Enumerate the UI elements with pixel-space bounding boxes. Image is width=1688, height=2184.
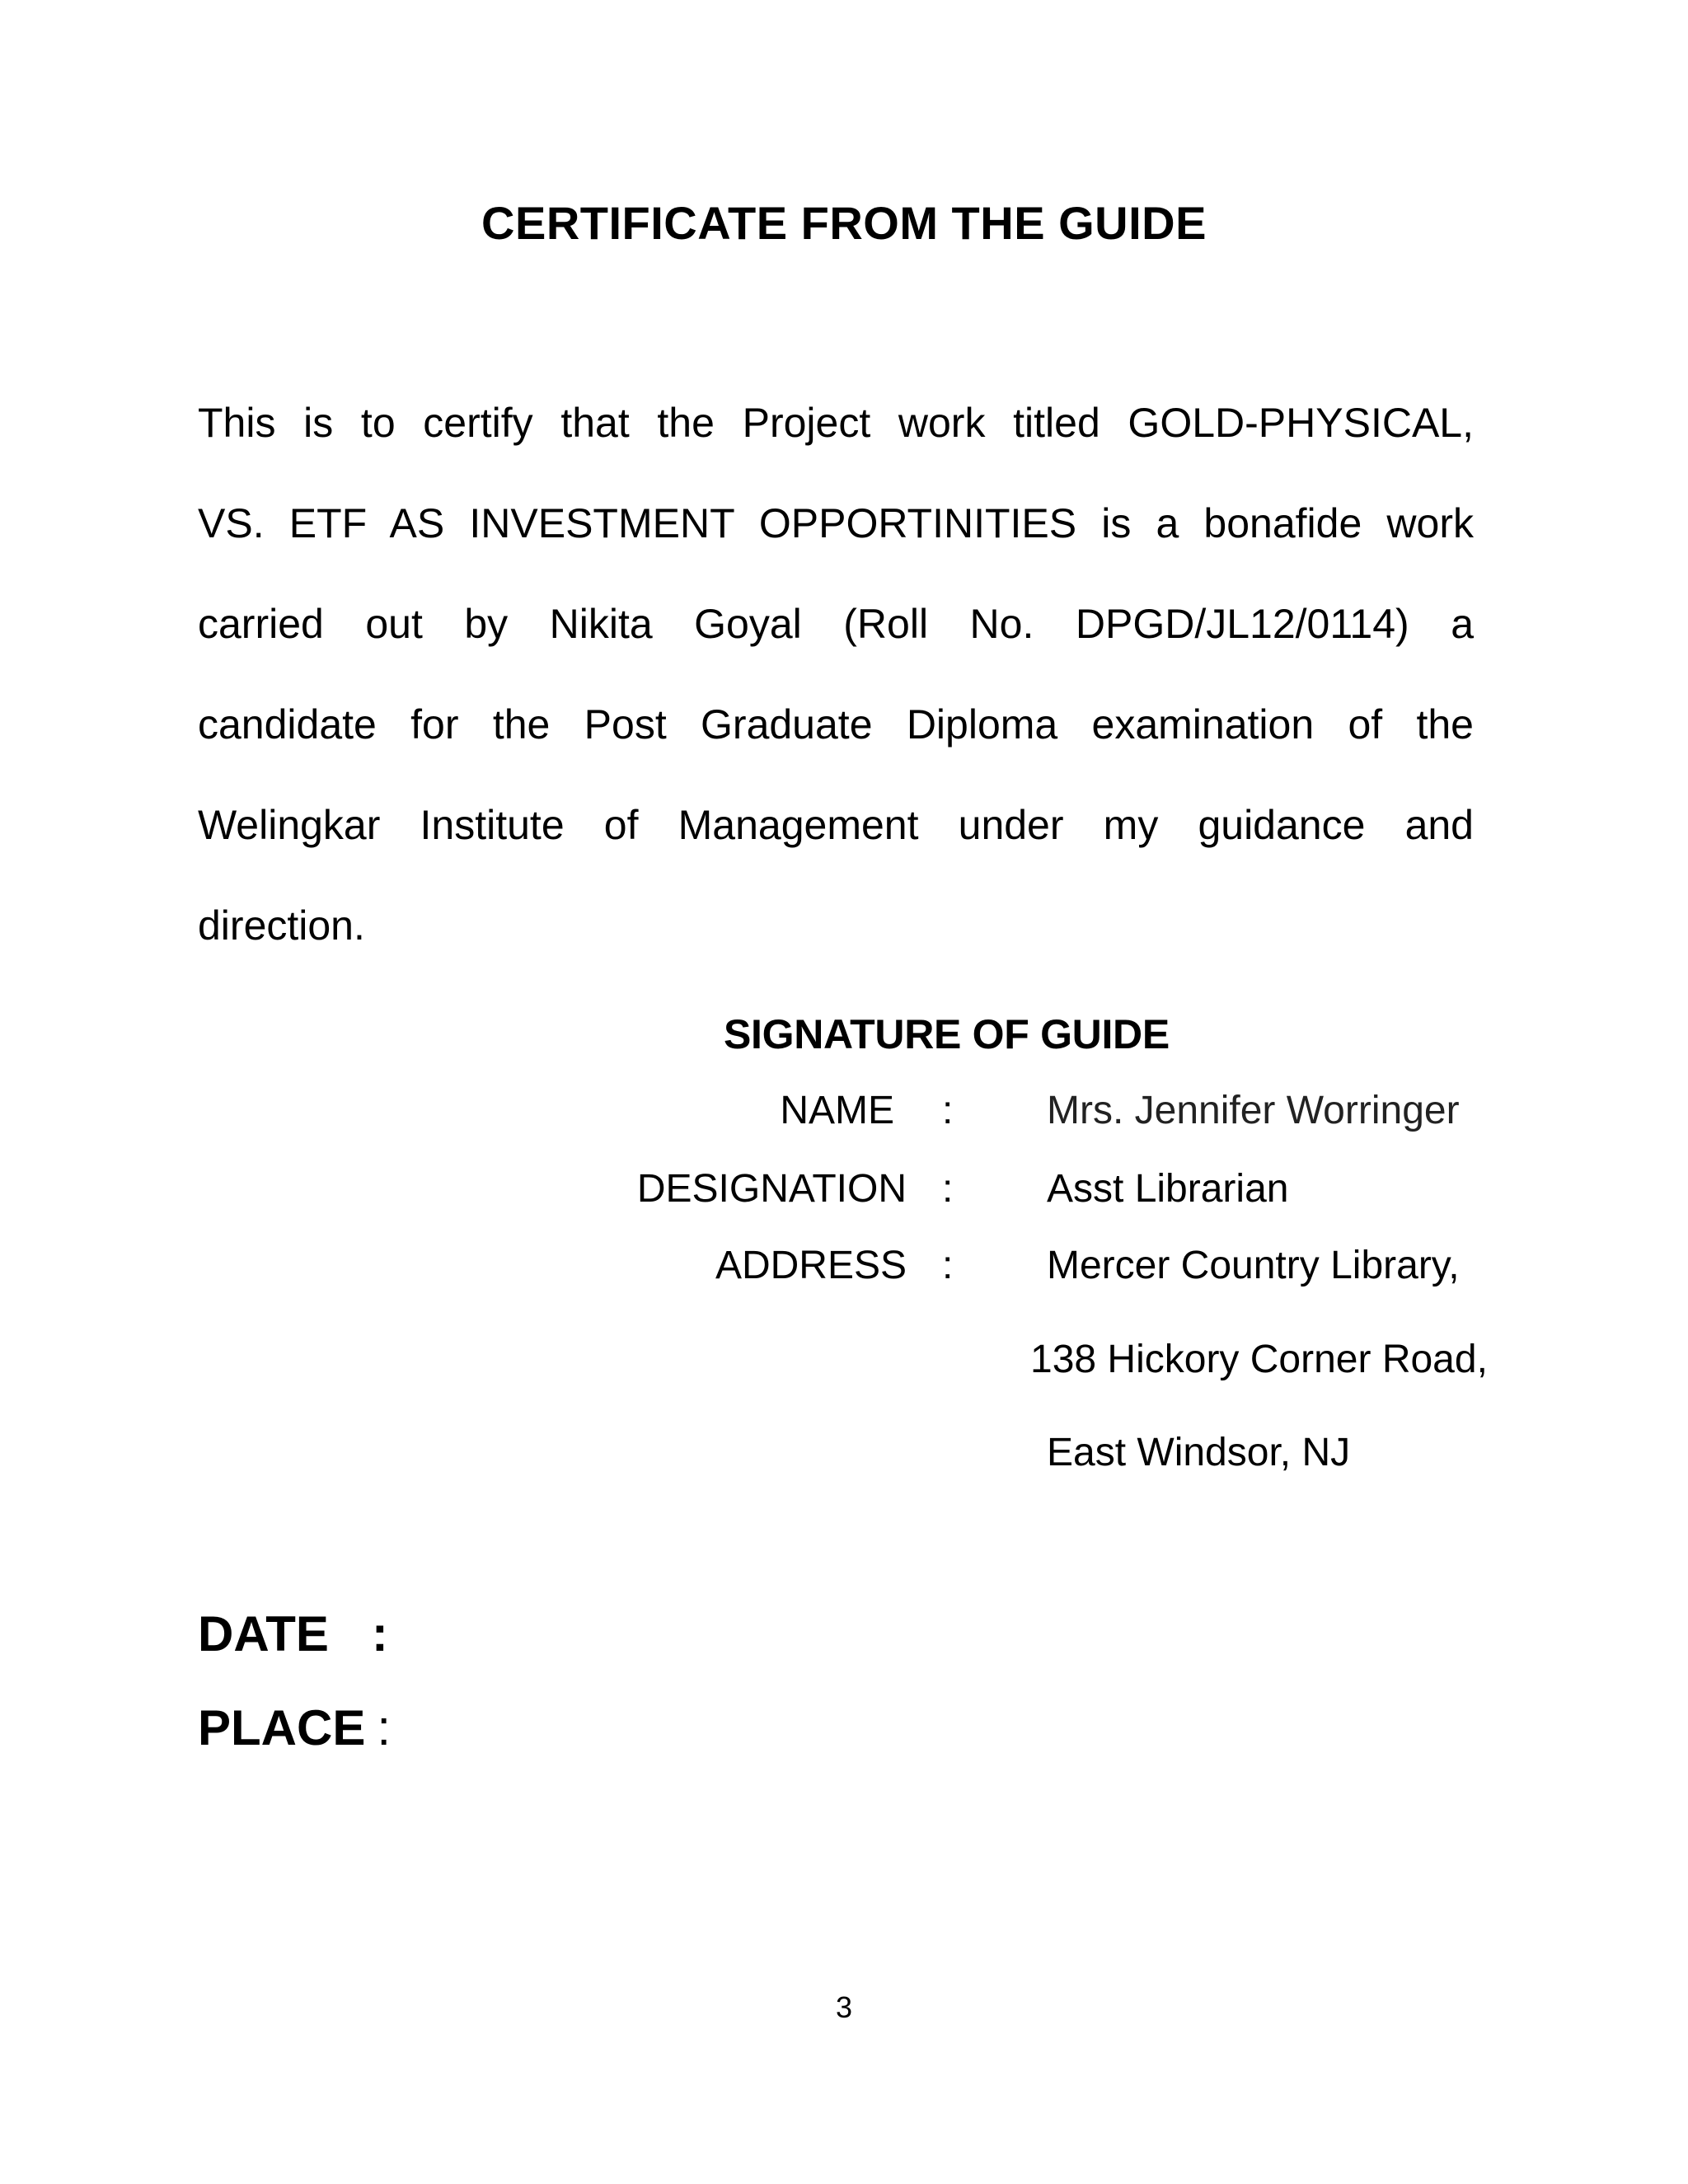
name-colon: : [942,1089,954,1132]
address-line-2: 138 Hickory Corner Road, [1030,1338,1488,1381]
name-row [0,1086,1688,1136]
signature-heading: SIGNATURE OF GUIDE [724,1011,1170,1057]
body-line-1: This is to certify that the Project work titled GOLD-PHYSICAL, [198,400,1474,446]
designation-value: Asst Librarian [1047,1167,1289,1211]
body-line-5: Welingkar Institute of Management under my guidance and [198,802,1474,848]
date-colon: : [371,1606,388,1661]
designation-label: DESIGNATION [636,1167,907,1211]
name-label: NAME [780,1089,894,1132]
address-colon: : [942,1244,954,1287]
date-label: DATE [198,1606,329,1661]
address-line-1: Mercer Country Library, [1047,1244,1460,1287]
designation-row [0,1165,1688,1214]
address-label: ADDRESS [715,1244,907,1287]
body-line-2: VS. ETF AS INVESTMENT OPPORTINITIES is a bonafide work [198,500,1474,546]
place-field [198,1698,391,1759]
body-line-4: candidate for the Post Graduate Diploma examination of the [198,701,1474,748]
page-title: CERTIFICATE FROM THE GUIDE [481,197,1207,249]
date-field [198,1604,388,1665]
place-label: PLACE [198,1700,366,1755]
place-colon: : [377,1700,392,1755]
page-number: 3 [835,1990,853,2024]
certificate-body [198,373,1474,976]
address-line-3: East Windsor, NJ [1047,1431,1351,1474]
name-value: Mrs. Jennifer Worringer [1047,1089,1460,1132]
designation-colon: : [942,1167,954,1211]
body-line-3: carried out by Nikita Goyal (Roll No. DPGD/JL12/0114) a [198,601,1474,647]
body-line-6: direction. [198,902,365,949]
address-row [0,1241,1688,1291]
